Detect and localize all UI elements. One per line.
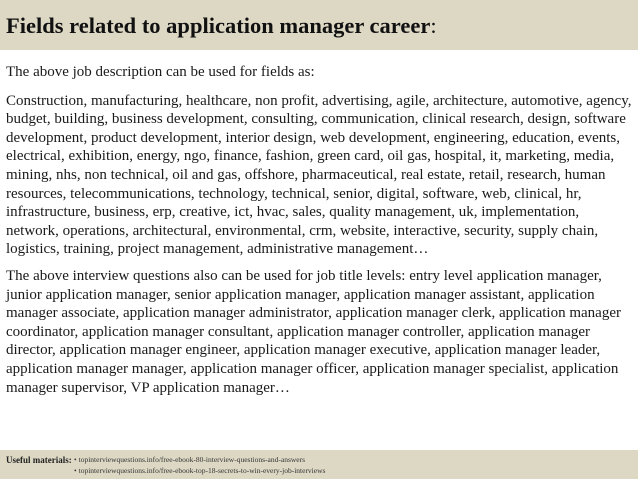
bullet-icon: • — [74, 455, 77, 464]
job-levels-paragraph: The above interview questions also can be used for job title levels: entry level application manager, junior application manager, senior application manager, application manager assistant, application manager associate, application manager administrator, application manager clerk, application manager coordinator, application manager consultant, application manager controller, application manager director, application manager engineer, application manager executive, application manager leader, application manager manager, application manager officer, application manager specialist, application manager supervisor, VP application manager… — [6, 267, 621, 396]
slide-body — [6, 63, 634, 397]
fields-paragraph: Construction, manufacturing, healthcare, non profit, advertising, agile, architecture, automotive, agency, budget, building, business development, consulting, communication, clinical research, design, software development, product development, interior design, web development, engineering, education, events, electrical, exhibition, energy, ngo, finance, fashion, green card, oil gas, hospital, it, marketing, media, mining, nhs, non technical, oil and gas, offshore, pharmaceutical, real estate, retail, research, human resources, telecommunications, technology, technical, senior, digital, software, web, clinical, hr, infrastructure, business, erp, creative, ict, hvac, sales, quality management, uk, implementation, network, operations, architectural, environmental, crm, website, interactive, security, supply chain, logistics, training, project management, administrative management… — [6, 92, 632, 258]
footer-link-2[interactable]: topinterviewquestions.info/free-ebook-top-18-secrets-to-win-every-job-interviews — [78, 465, 326, 475]
footer-link-item[interactable] — [74, 455, 325, 466]
footer-banner — [0, 450, 638, 479]
title-banner — [0, 0, 638, 50]
footer-links — [74, 455, 325, 476]
slide-title-text: Fields related to application manager career — [6, 13, 431, 38]
bullet-icon: • — [74, 465, 77, 475]
footer-link-1[interactable]: topinterviewquestions.info/free-ebook-80-interview-questions-and-answers — [78, 455, 306, 464]
footer-label: Useful materials: — [6, 455, 72, 465]
slide-title-colon: : — [430, 13, 437, 38]
slide-title — [6, 13, 638, 39]
intro-paragraph: The above job description can be used for fields as: — [6, 64, 315, 80]
footer-link-item[interactable] — [74, 466, 325, 477]
